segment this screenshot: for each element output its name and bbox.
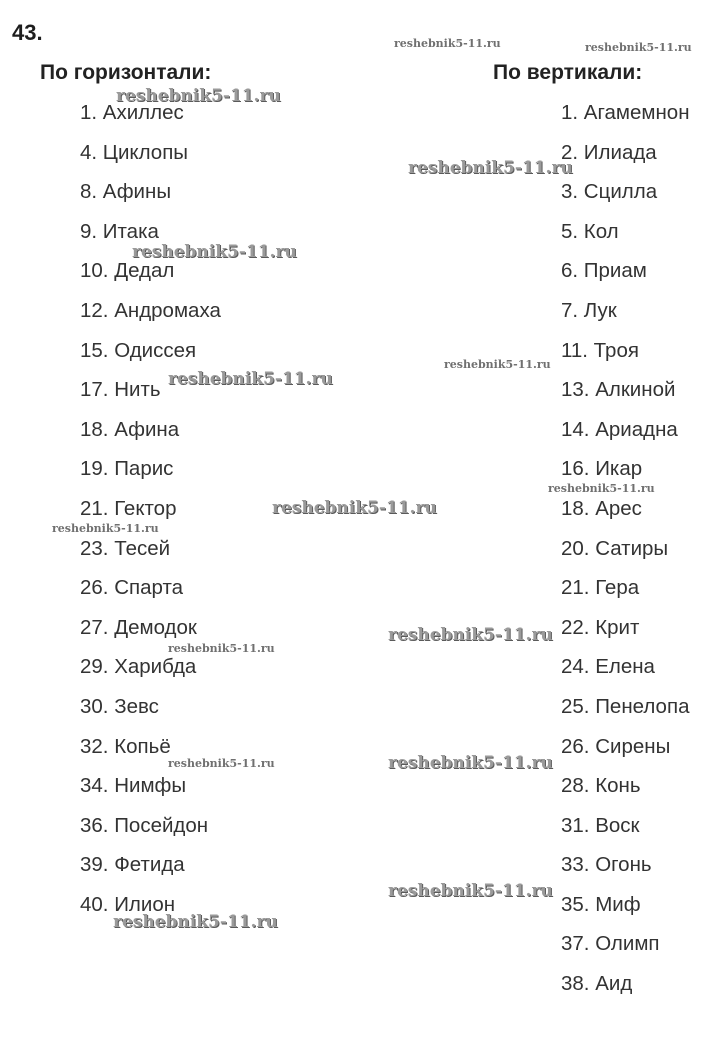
watermark: reshebnik5-11.ru (585, 41, 692, 54)
across-answer-item: 40. Илион (80, 892, 176, 916)
down-answer-item: 18. Арес (561, 496, 642, 520)
across-answer-item: 18. Афина (80, 417, 180, 441)
down-answer-item: 26. Сирены (561, 734, 671, 758)
watermark: reshebnik5-11.ru (272, 498, 437, 518)
watermark: reshebnik5-11.ru (168, 642, 275, 655)
watermark: reshebnik5-11.ru (394, 37, 501, 50)
down-answer-item: 2. Илиада (561, 140, 657, 164)
across-answer-item: 17. Нить (80, 378, 161, 402)
down-answer-item: 28. Конь (561, 774, 641, 798)
down-answer-item: 16. Икар (561, 457, 643, 481)
watermark: reshebnik5-11.ru (132, 242, 297, 262)
watermark: reshebnik5-11.ru (116, 86, 281, 106)
watermark: reshebnik5-11.ru (388, 625, 553, 645)
across-answer-item: 12. Андромаха (80, 298, 221, 322)
down-answer-item: 38. Аид (561, 972, 633, 996)
across-answer-item: 10. Дедал (80, 259, 175, 283)
watermark: reshebnik5-11.ru (113, 912, 278, 932)
down-heading: По вертикали: (493, 61, 643, 84)
down-answer-item: 1. Агамемнон (561, 101, 690, 124)
watermark: reshebnik5-11.ru (388, 753, 553, 773)
across-answer-item: 30. Зевс (80, 694, 159, 718)
down-answer-item: 31. Воск (561, 813, 640, 837)
watermark: reshebnik5-11.ru (408, 158, 573, 178)
across-answer-item: 4. Циклопы (80, 140, 189, 164)
down-answer-item: 7. Лук (561, 298, 617, 322)
down-answer-item: 25. Пенелопа (561, 694, 690, 718)
down-answer-item: 24. Елена (561, 655, 655, 679)
across-answer-item: 15. Одиссея (80, 338, 197, 362)
watermark: reshebnik5-11.ru (52, 522, 159, 535)
down-answer-item: 22. Крит (561, 615, 640, 639)
down-answer-item: 33. Огонь (561, 853, 652, 877)
down-answer-item: 37. Олимп (561, 932, 660, 956)
across-answer-item: 19. Парис (80, 457, 174, 481)
down-answer-item: 21. Гера (561, 576, 640, 600)
across-answer-item: 39. Фетида (80, 853, 185, 877)
across-answer-item: 32. Копьё (80, 734, 171, 758)
down-answer-item: 13. Алкиной (561, 378, 676, 402)
down-answer-item: 35. Миф (561, 892, 641, 916)
across-answer-list (80, 98, 221, 929)
down-answer-item: 6. Приам (561, 259, 647, 283)
across-answer-item: 1. Ахиллес (80, 101, 184, 124)
down-answer-item: 14. Ариадна (561, 417, 678, 441)
across-answer-item: 8. Афины (80, 180, 172, 204)
watermark: reshebnik5-11.ru (388, 881, 553, 901)
across-answer-item: 29. Харибда (80, 655, 197, 679)
watermark: reshebnik5-11.ru (444, 358, 551, 371)
across-heading: По горизонтали: (40, 61, 212, 84)
across-answer-item: 27. Демодок (80, 615, 197, 639)
watermark: reshebnik5-11.ru (168, 757, 275, 770)
watermark: reshebnik5-11.ru (548, 482, 655, 495)
down-answer-item: 20. Сатиры (561, 536, 669, 560)
across-answer-item: 23. Тесей (80, 536, 171, 560)
down-answer-item: 11. Троя (561, 338, 639, 362)
across-answer-item: 26. Спарта (80, 576, 184, 600)
exercise-number: 43. (12, 20, 43, 45)
down-answer-item: 5. Кол (561, 219, 619, 243)
across-answer-item: 36. Посейдон (80, 813, 209, 837)
down-answer-item: 3. Сцилла (561, 180, 658, 204)
across-answer-item: 9. Итака (80, 219, 159, 243)
down-answer-list (561, 98, 690, 1009)
across-answer-item: 21. Гектор (80, 496, 177, 520)
across-answer-item: 34. Нимфы (80, 774, 187, 798)
watermark: reshebnik5-11.ru (168, 369, 333, 389)
